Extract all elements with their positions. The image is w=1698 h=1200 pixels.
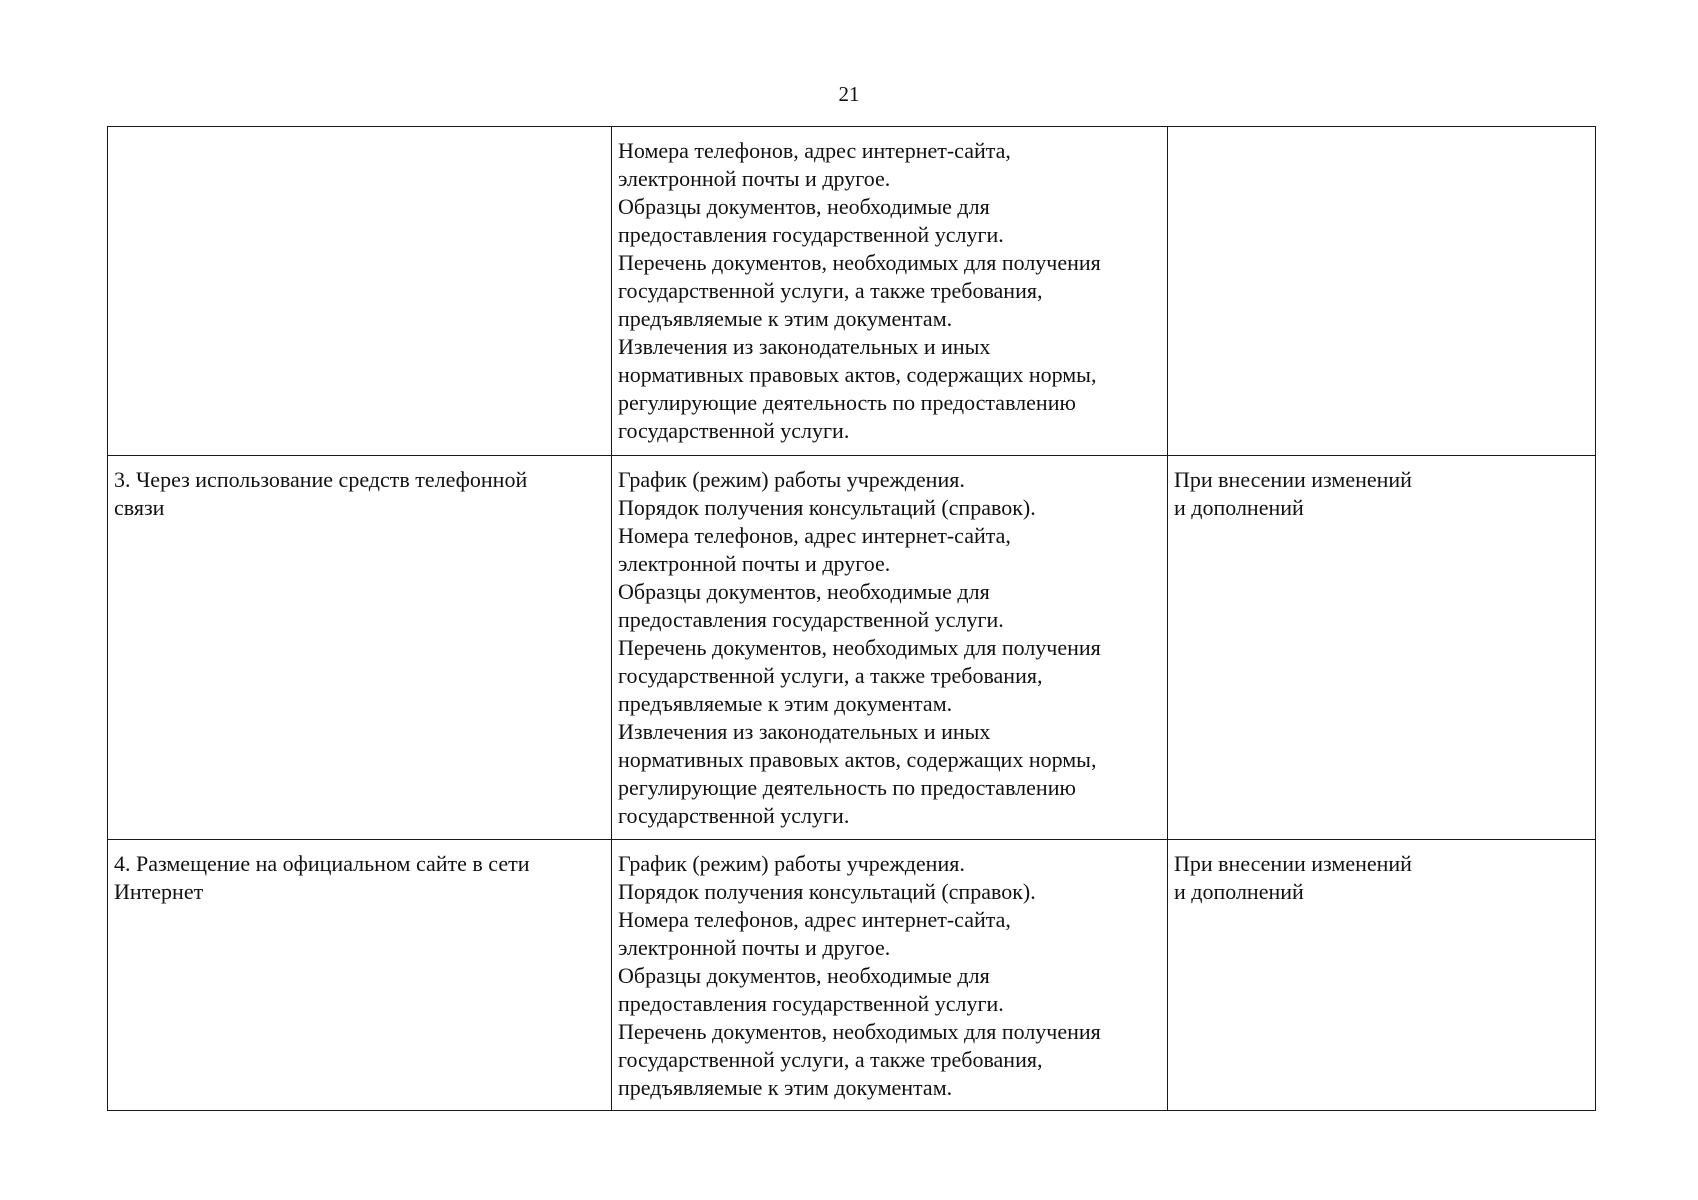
content-line: электронной почты и другое. (618, 551, 891, 576)
content-line: График (режим) работы учреждения. (618, 467, 965, 492)
content-line: нормативных правовых актов, содержащих нормы, (618, 747, 1097, 772)
content-cell (612, 456, 1168, 840)
content-line: предъявляемые к этим документам. (618, 1075, 953, 1100)
content-line: Перечень документов, необходимых для получения (618, 1019, 1101, 1044)
content-line: Образцы документов, необходимые для (618, 579, 990, 604)
update-cell (1168, 127, 1596, 456)
content-line: Номера телефонов, адрес интернет-сайта, (618, 907, 1011, 932)
content-line: государственной услуги, а также требования, (618, 278, 1043, 303)
table-row (108, 127, 1596, 456)
content-line: Образцы документов, необходимые для (618, 194, 990, 219)
content-line: Образцы документов, необходимые для (618, 963, 990, 988)
content-line: государственной услуги. (618, 803, 850, 828)
page-number: 21 (838, 82, 860, 106)
content-cell (612, 127, 1168, 456)
method-cell (108, 456, 612, 840)
update-cell (1168, 456, 1596, 840)
content-line: предоставления государственной услуги. (618, 991, 1004, 1016)
info-table (107, 126, 1596, 1111)
table-row (108, 456, 1596, 840)
info-table-body (108, 127, 1596, 1111)
content-line: электронной почты и другое. (618, 166, 891, 191)
content-line: Перечень документов, необходимых для получения (618, 250, 1101, 275)
content-line: Порядок получения консультаций (справок). (618, 495, 1036, 520)
content-line: График (режим) работы учреждения. (618, 851, 965, 876)
content-line: Номера телефонов, адрес интернет-сайта, (618, 138, 1011, 163)
update-line: и дополнений (1174, 879, 1304, 904)
content-line: предъявляемые к этим документам. (618, 306, 953, 331)
content-line: Извлечения из законодательных и иных (618, 719, 991, 744)
content-line: электронной почты и другое. (618, 935, 891, 960)
content-cell (612, 840, 1168, 1111)
content-line: Порядок получения консультаций (справок). (618, 879, 1036, 904)
content-line: государственной услуги, а также требования, (618, 1047, 1043, 1072)
update-line: При внесении изменений (1174, 851, 1412, 876)
method-line: 4. Размещение на официальном сайте в сети (114, 851, 530, 876)
content-line: регулирующие деятельность по предоставлению (618, 390, 1076, 415)
content-line: государственной услуги, а также требования, (618, 663, 1043, 688)
content-line: Перечень документов, необходимых для получения (618, 635, 1101, 660)
update-line: и дополнений (1174, 495, 1304, 520)
method-line: 3. Через использование средств телефонной (114, 467, 528, 492)
content-line: нормативных правовых актов, содержащих нормы, (618, 362, 1097, 387)
method-cell (108, 127, 612, 456)
method-cell (108, 840, 612, 1111)
content-line: государственной услуги. (618, 418, 850, 443)
method-line: связи (114, 495, 165, 520)
update-line: При внесении изменений (1174, 467, 1412, 492)
table-row (108, 840, 1596, 1111)
content-line: предоставления государственной услуги. (618, 222, 1004, 247)
content-line: предоставления государственной услуги. (618, 607, 1004, 632)
content-line: регулирующие деятельность по предоставлению (618, 775, 1076, 800)
update-cell (1168, 840, 1596, 1111)
content-line: Извлечения из законодательных и иных (618, 334, 991, 359)
content-line: предъявляемые к этим документам. (618, 691, 953, 716)
content-line: Номера телефонов, адрес интернет-сайта, (618, 523, 1011, 548)
method-line: Интернет (114, 879, 204, 904)
